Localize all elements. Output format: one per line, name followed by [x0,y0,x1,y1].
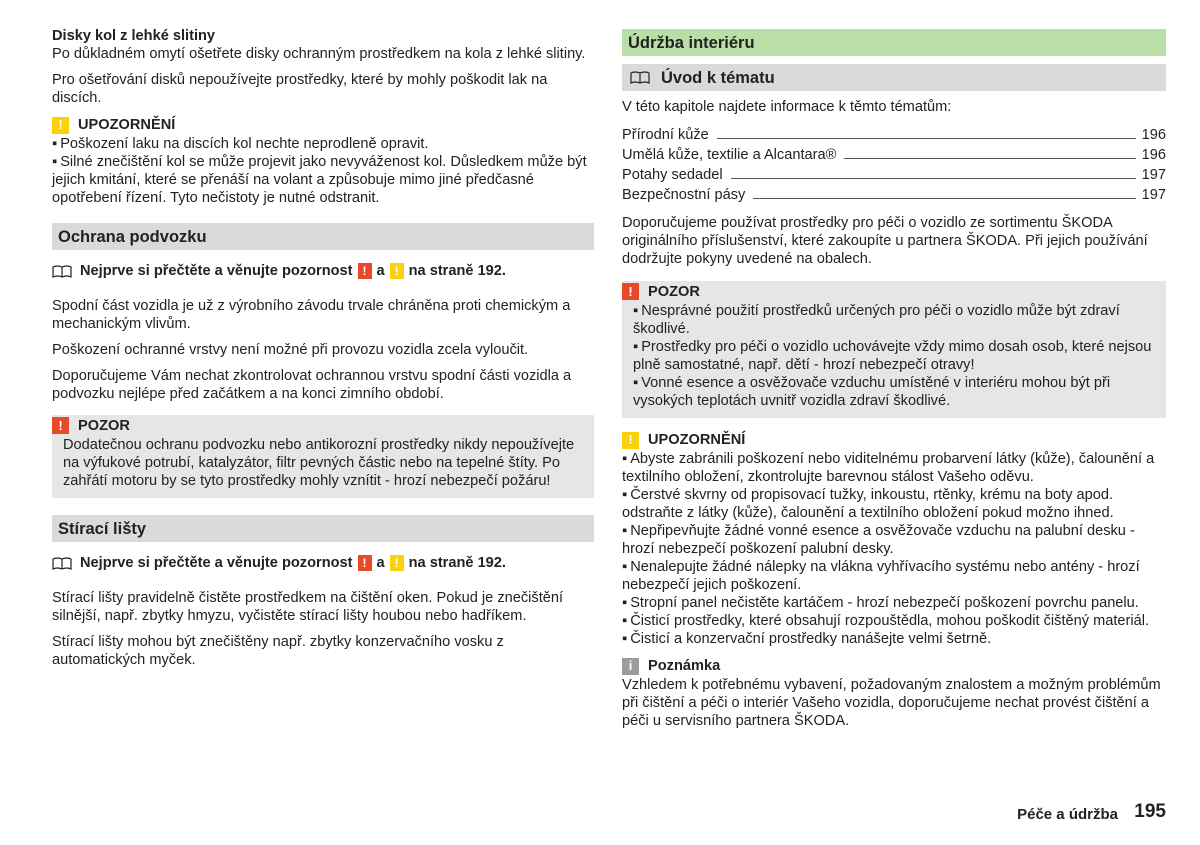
book-icon [52,265,72,278]
doporucujeme-paragraph: Doporučujeme používat prostředky pro péči o vozidlo ze sortimentu ŠKODA originálního příslušenství, které zakoupíte u partnera ŠKODA. Při jejich používání dodržujte pokyny uvedené na obalech. [622,215,1148,267]
upozorneni-label: UPOZORNĚNÍ [78,117,176,133]
list-item: ▪ Silné znečištění kol se může projevit jako nevyváženost kol. Důsledkem může být jejich kmitání, které se přenáší na volant a způsobuje mimo jiné předčasné opotřebení řízení. Tyto nečistoty je nutné odstranit. [52,153,594,207]
upozorneni-list [622,450,1166,648]
list-item: ▪ Čisticí prostředky, které obsahují rozpouštědla, mohou poškodit čištěný materiál. [622,612,1166,630]
left-column [52,27,594,677]
stiraci-paragraph-1: Stírací lišty pravidelně čistěte prostředkem na čištění oken. Pokud je znečištění silnější, např. zbytky hmyzu, vyčistěte stírací lišty houbou nebo hadříkem. [52,590,564,624]
disky-heading: Disky kol z lehké slitiny [52,28,216,44]
upozorneni-label: UPOZORNĚNÍ [648,432,746,448]
disky-paragraph-1: Po důkladném omytí ošetřete disky ochranným prostředkem na kola z lehké slitiny. [52,46,586,62]
section-heading-ochrana: Ochrana podvozku [52,223,594,250]
disky-paragraph-2: Pro ošetřování disků nepoužívejte prostředky, které by mohly poškodit lak na discích. [52,72,548,106]
page-number: 195 [1134,801,1166,822]
book-icon [52,557,72,570]
toc-row[interactable] [622,144,1166,164]
right-column [622,29,1166,730]
list-item: ▪ Prostředky pro péči o vozidlo uchovávejte vždy mimo dosah osob, které nejsou plně samostatné, např. dětí - hrozí nebezpečí otravy! [633,338,1156,374]
toc-label: Bezpečnostní pásy [622,187,746,203]
note-exclamation-icon: ! [622,432,639,449]
list-item: ▪ Čisticí a konzervační prostředky nanášejte velmi šetrně. [622,630,1166,648]
pozor-box [52,415,594,498]
toc-label: Přírodní kůže [622,127,709,143]
warning-exclamation-icon: ! [52,417,69,434]
pozor-header [622,281,1156,302]
upozorneni-header [622,430,1166,450]
list-item: ▪ Nesprávné použití prostředků určených pro péči o vozidlo může být zdraví škodlivé. [633,302,1156,338]
toc-leader [844,158,1135,159]
ochrana-paragraph-3: Doporučujeme Vám nechat zkontrolovat ochrannou vrstvu spodní části vozidla a podvozku nejlépe před začátkem a na konci zimního období. [52,368,572,402]
ochrana-paragraph-1: Spodní část vozidla je už z výrobního závodu trvale chráněna proti chemickým a mechanickým vlivům. [52,298,571,332]
section-heading-stiraci: Stírací lišty [52,515,594,542]
poznamka-label: Poznámka [648,658,721,674]
reference-text-before: Nejprve si přečtěte a věnujte pozornost [80,555,353,571]
reference-text-after: na straně 192. [408,263,506,279]
reference-text-before: Nejprve si přečtěte a věnujte pozornost [80,263,353,279]
toc-list [622,124,1166,204]
pozor-list [633,302,1156,410]
toc-leader [753,198,1135,199]
toc-row[interactable] [622,184,1166,204]
reference-line [52,262,594,280]
poznamka-header [622,656,1166,676]
reference-text-after: na straně 192. [408,555,506,571]
section-heading-udrzba: Údržba interiéru [622,29,1166,56]
toc-row[interactable] [622,124,1166,144]
reference-and: a [376,263,385,279]
reference-line [52,554,594,572]
list-item: ▪ Nenalepujte žádné nálepky na vlákna vyhřívacího systému nebo antény - hrozí nebezpečí jejich poškození. [622,558,1166,594]
toc-label: Potahy sedadel [622,167,723,183]
upozorneni-list [52,135,594,207]
list-item: ▪ Stropní panel nečistěte kartáčem - hrozí nebezpečí poškození povrchu panelu. [622,594,1166,612]
toc-label: Umělá kůže, textilie a Alcantara® [622,147,837,163]
book-icon [630,71,650,84]
toc-page: 197 [1141,167,1166,183]
stiraci-paragraph-2: Stírací lišty mohou být znečištěny např. zbytky konzervačního vosku z automatických myček. [52,634,504,668]
toc-page: 196 [1141,147,1166,163]
intro-text: V této kapitole najdete informace k těmto tématům: [622,99,952,115]
footer-section-label: Péče a údržba [1017,806,1118,823]
info-icon: i [622,658,639,675]
list-item: ▪ Nepřipevňujte žádné vonné esence a osvěžovače vzduchu na palubní desku - hrozí nebezpečí poškození palubní desky. [622,522,1166,558]
warning-exclamation-icon: ! [622,283,639,300]
toc-row[interactable] [622,164,1166,184]
list-item: ▪ Čerstvé skvrny od propisovací tužky, inkoustu, rtěnky, krému na boty apod. odstraňte z látky (kůže), čalounění a textilního obložení pokud možno ihned. [622,486,1166,522]
ochrana-paragraph-2: Poškození ochranné vrstvy není možné při provozu vozidla zcela vyloučit. [52,342,529,358]
list-item: ▪ Poškození laku na discích kol nechte neprodleně opravit. [52,135,594,153]
section-heading-uvod [622,64,1166,91]
uvod-label: Úvod k tématu [661,68,775,87]
warning-yellow-icon: ! [390,263,404,279]
warning-red-icon: ! [358,263,372,279]
note-exclamation-icon: ! [52,117,69,134]
warning-yellow-icon: ! [390,555,404,571]
toc-leader [717,138,1136,139]
list-item: ▪ Abyste zabránili poškození nebo viditelnému probarvení látky (kůže), čalounění a textilního obložení, zkontrolujte barevnou stálost Vašeho oděvu. [622,450,1166,486]
pozor-box [622,281,1166,418]
toc-page: 196 [1141,127,1166,143]
upozorneni-header [52,115,594,135]
pozor-label: POZOR [78,417,130,434]
pozor-text: Dodatečnou ochranu podvozku nebo antikorozní prostředky nikdy nepoužívejte na výfukové potrubí, katalyzátor, filtr pevných částic nebo na tepelné štíty. Po zahřátí motoru by se tyto prostředky mohly vznítit - hrozí nebezpečí požáru! [63,437,575,489]
warning-red-icon: ! [358,555,372,571]
poznamka-text: Vzhledem k potřebnému vybavení, požadovaným znalostem a možným problémům při čištění a péči o interiér Vašeho vozidla, doporučujeme nechat provést čištění a péči u servisního partnera ŠKODA. [622,677,1161,729]
toc-page: 197 [1141,187,1166,203]
toc-leader [731,178,1136,179]
pozor-header [52,415,584,436]
pozor-label: POZOR [648,283,700,300]
reference-and: a [376,555,385,571]
list-item: ▪ Vonné esence a osvěžovače vzduchu umístěné v interiéru mohou být při vysokých teplotách uvnitř vozidla zdraví škodlivé. [633,374,1156,410]
